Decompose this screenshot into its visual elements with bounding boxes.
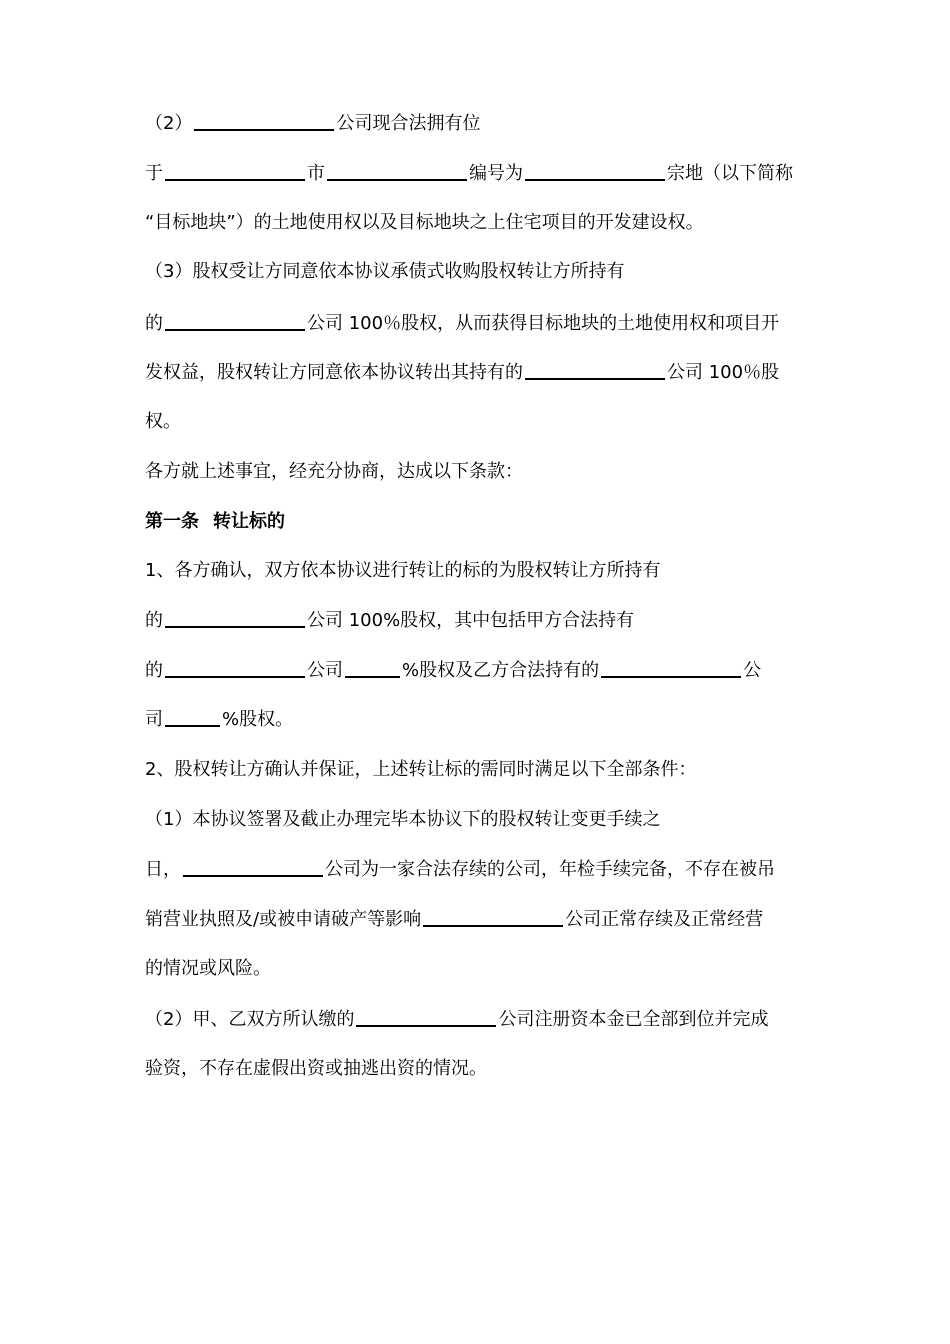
blank-field [165,626,305,628]
paragraph-line [145,608,825,634]
text: 公司正常存续及正常经营 [565,909,764,930]
blank-field [525,179,665,181]
paragraph-line [145,111,825,137]
paragraph-line: 验资，不存在虚假出资或抽逃出资的情况。 [145,1058,487,1079]
paragraph-line: 2、股权转让方确认并保证，上述转让标的需同时满足以下全部条件： [145,759,697,780]
text: 公司为一家合法存续的公司，年检手续完备，不存在被吊 [325,859,775,880]
paragraph-line [145,360,825,386]
text: %股权及乙方合法持有的 [402,660,600,681]
paragraph-line [145,658,825,684]
text: 公司 100％股权，从而获得目标地块的土地使用权和项目开 [307,313,780,334]
text: （2） [145,113,193,134]
text: 公司现合法拥有位 [336,113,481,134]
text: 市 [307,163,325,184]
blank-field [356,1025,496,1027]
paragraph-line: （3）股权受让方同意依本协议承债式收购股权转让方所持有 [145,261,625,282]
text: 销营业执照及/或被申请破产等影响 [145,909,422,930]
paragraph-line [145,1007,825,1033]
blank-field [525,378,665,380]
blank-field [327,179,467,181]
text: 宗地（以下简称 [667,163,793,184]
paragraph-line [145,857,825,883]
blank-field [183,875,323,877]
blank-field [345,676,400,678]
paragraph-line [145,707,825,733]
text: 编号为 [469,163,523,184]
paragraph-line [145,907,825,933]
text: 公司 [307,660,343,681]
paragraph-line: 各方就上述事宜，经充分协商，达成以下条款： [145,461,523,482]
text: 日， [145,859,181,880]
paragraph-line: 的情况或风险。 [145,958,271,979]
blank-field [165,676,305,678]
text: 公司 100％股 [667,362,780,383]
paragraph-line [145,161,825,187]
paragraph-line: “目标地块”）的土地使用权以及目标地块之上住宅项目的开发建设权。 [145,212,704,233]
paragraph-line: 权。 [145,411,181,432]
section-heading [145,509,825,535]
paragraph-line: （1）本协议签署及截止办理完毕本协议下的股权转让变更手续之 [145,809,661,830]
text: 公 [743,660,762,681]
text: 公司 100%股权，其中包括甲方合法持有 [307,610,635,631]
blank-field [423,925,563,927]
text: 司 [145,709,163,730]
paragraph-line: 1、各方确认，双方依本协议进行转让的标的为股权转让方所持有 [145,560,661,581]
blank-field [601,676,741,678]
blank-field [165,329,305,331]
text: 的 [145,660,163,681]
text: 的 [145,313,163,334]
text: %股权。 [222,709,294,730]
heading-title: 转让标的 [213,511,285,532]
text: 于 [145,163,163,184]
blank-field [194,129,334,131]
heading-number: 第一条 [145,511,199,532]
text: 公司注册资本金已全部到位并完成 [498,1009,769,1030]
blank-field [165,725,220,727]
text: （2）甲、乙双方所认缴的 [145,1009,355,1030]
paragraph-line [145,311,825,337]
text: 发权益，股权转让方同意依本协议转出其持有的 [145,362,523,383]
text: 的 [145,610,163,631]
blank-field [165,179,305,181]
